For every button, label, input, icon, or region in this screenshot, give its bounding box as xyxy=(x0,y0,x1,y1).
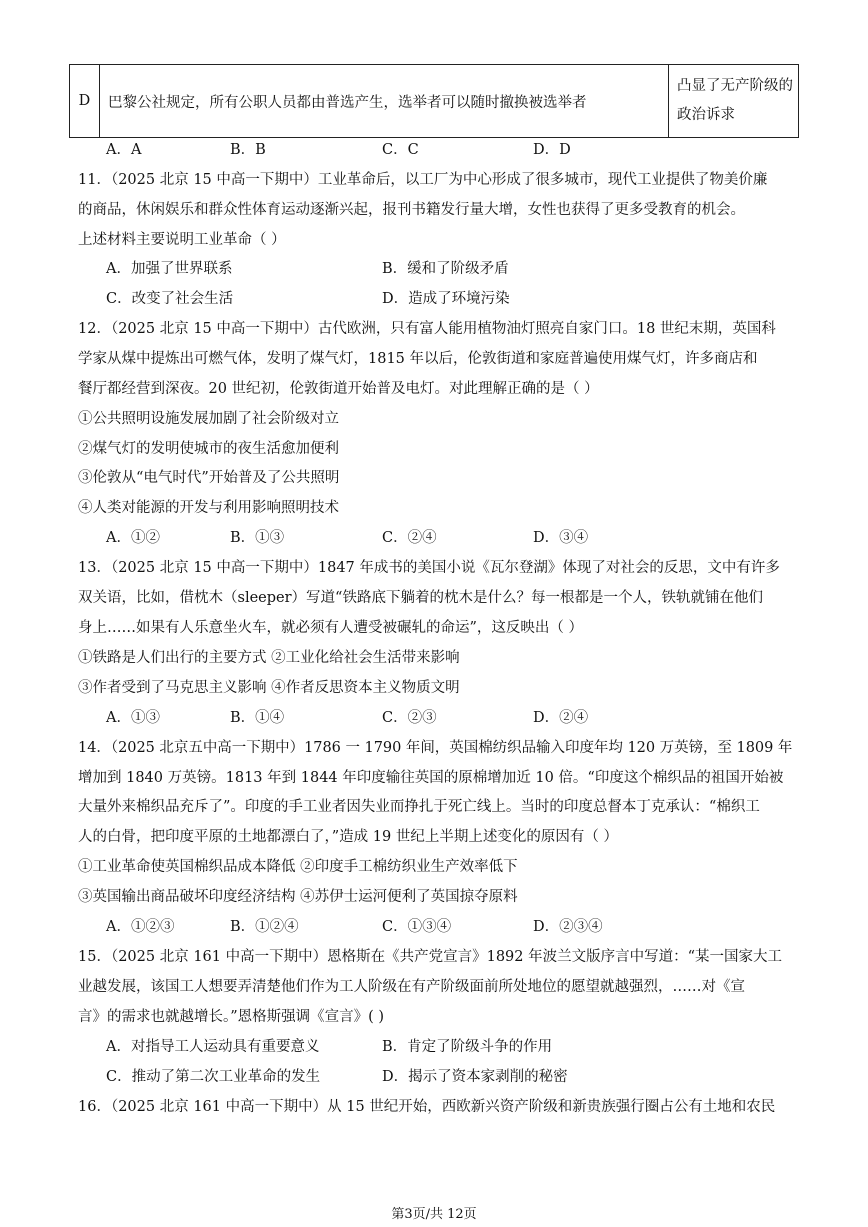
q12-stem-line: 学家从煤中提炼出可燃气体，发明了煤气灯，1815 年以后，伦敦街道和家庭普遍使用煤气灯，许多商店和 xyxy=(78,351,758,367)
q11-option-d[interactable]: D．造成了环境污染 xyxy=(382,291,510,307)
table-row xyxy=(70,65,799,138)
page-footer: 第3页/共 12页 xyxy=(391,1207,477,1222)
q15-stem-line: 业越发展，该国工人想要弄清楚他们作为工人阶级在有产阶级面前所处地位的愿望就越强烈，……对《宣 xyxy=(78,979,745,995)
q12-option-b[interactable]: B．①③ xyxy=(230,530,285,546)
q14-stem-line: 大量外来棉织品充斥了”。印度的手工业者因失业而挣扎于死亡线上。当时的印度总督本丁克承认：“棉织工 xyxy=(78,799,760,815)
table-row-result-line2: 政治诉求 xyxy=(677,107,735,123)
q13-statement: ③作者受到了马克思主义影响 ④作者反思资本主义物质文明 xyxy=(78,680,460,696)
q11-stem-line: 11．（2025 北京 15 中高一下期中）工业革命后，以工厂为中心形成了很多城市，现代工业提供了物美价廉 xyxy=(78,172,768,188)
q12-statement: ②煤气灯的发明使城市的夜生活愈加便利 xyxy=(78,441,339,457)
q11-stem-line: 的商品，休闲娱乐和群众性体育运动逐渐兴起，报刊书籍发行量大增，女性也获得了更多受教育的机会。 xyxy=(78,202,745,218)
q14-statement: ①工业革命使英国棉织品成本降低 ②印度手工棉纺织业生产效率低下 xyxy=(78,859,518,875)
q15-option-a[interactable]: A．对指导工人运动具有重要意义 xyxy=(106,1039,320,1055)
q12-stem-line: 12．（2025 北京 15 中高一下期中）古代欧洲，只有富人能用植物油灯照亮自家门口。18 世纪末期，英国科 xyxy=(78,321,776,337)
q14-statement: ③英国输出商品破坏印度经济结构 ④苏伊士运河便利了英国掠夺原料 xyxy=(78,889,518,905)
q13-option-d[interactable]: D．②④ xyxy=(533,710,589,726)
q10-option-a[interactable]: A．A xyxy=(106,142,142,158)
q13-option-b[interactable]: B．①④ xyxy=(230,710,285,726)
q14-stem-line: 增加到 1840 万英镑。1813 年到 1844 年印度输往英国的原棉增加近 10 倍。“印度这个棉织品的祖国开始被 xyxy=(78,770,784,786)
q11-option-a[interactable]: A．加强了世界联系 xyxy=(106,261,233,277)
q11-stem-line: 上述材料主要说明工业革命（ ） xyxy=(78,232,286,248)
q14-option-c[interactable]: C．①③④ xyxy=(382,919,452,935)
q13-stem-line: 13．（2025 北京 15 中高一下期中）1847 年成书的美国小说《瓦尔登湖》体现了对社会的反思，文中有许多 xyxy=(78,560,780,576)
q13-stem-line: 身上……如果有人乐意坐火车，就必须有人遭受被碾轧的命运”，这反映出（ ） xyxy=(78,620,584,636)
q13-option-c[interactable]: C．②③ xyxy=(382,710,437,726)
q13-statement: ①铁路是人们出行的主要方式 ②工业化给社会生活带来影响 xyxy=(78,650,460,666)
q12-statement: ④人类对能源的开发与利用影响照明技术 xyxy=(78,500,339,516)
q14-option-b[interactable]: B．①②④ xyxy=(230,919,299,935)
q13-option-a[interactable]: A．①③ xyxy=(106,710,160,726)
q15-stem-line: 15．（2025 北京 161 中高一下期中）恩格斯在《共产党宣言》1892 年波兰文版序言中写道：“某一国家大工 xyxy=(78,949,783,965)
q12-stem-line: 餐厅都经营到深夜。20 世纪初，伦敦街道开始普及电灯。对此理解正确的是（ ） xyxy=(78,381,599,397)
q14-option-d[interactable]: D．②③④ xyxy=(533,919,603,935)
q10-option-b[interactable]: B．B xyxy=(230,142,266,158)
q10-option-d[interactable]: D．D xyxy=(533,142,571,158)
table-row-content: 巴黎公社规定，所有公职人员都由普选产生，选举者可以随时撤换被选举者 xyxy=(100,65,669,138)
table-row-result-line1: 凸显了无产阶级的 xyxy=(677,78,793,94)
q14-stem-line: 人的白骨，把印度平原的土地都漂白了，”造成 19 世纪上半期上述变化的原因有（ ） xyxy=(78,829,618,845)
q14-option-a[interactable]: A．①②③ xyxy=(106,919,175,935)
q15-stem-line: 言》的需求也就越增长。”恩格斯强调《宣言》( ) xyxy=(78,1009,385,1025)
answer-table xyxy=(69,64,799,138)
q12-option-c[interactable]: C．②④ xyxy=(382,530,437,546)
q13-stem-line: 双关语，比如，借枕木（sleeper）写道“铁路底下躺着的枕木是什么？每一根都是一个人，铁轨就铺在他们 xyxy=(78,590,763,606)
q15-option-b[interactable]: B．肯定了阶级斗争的作用 xyxy=(382,1039,553,1055)
q15-option-c[interactable]: C．推动了第二次工业革命的发生 xyxy=(106,1069,321,1085)
q12-statement: ①公共照明设施发展加剧了社会阶级对立 xyxy=(78,411,339,427)
table-row-result xyxy=(669,65,799,138)
table-row-letter: D xyxy=(70,65,100,138)
q12-option-d[interactable]: D．③④ xyxy=(533,530,589,546)
q10-option-c[interactable]: C．C xyxy=(382,142,419,158)
q15-option-d[interactable]: D．揭示了资本家剥削的秘密 xyxy=(382,1069,568,1085)
q16-stem-line: 16．（2025 北京 161 中高一下期中）从 15 世纪开始，西欧新兴资产阶级和新贵族强行圈占公有土地和农民 xyxy=(78,1099,776,1115)
q14-stem-line: 14．（2025 北京五中高一下期中）1786 一 1790 年间，英国棉纺织品输入印度年均 120 万英镑，至 1809 年 xyxy=(78,740,793,756)
q11-option-b[interactable]: B．缓和了阶级矛盾 xyxy=(382,261,509,277)
q12-option-a[interactable]: A．①② xyxy=(106,530,160,546)
q11-option-c[interactable]: C．改变了社会生活 xyxy=(106,291,234,307)
q12-statement: ③伦敦从“电气时代”开始普及了公共照明 xyxy=(78,470,340,486)
